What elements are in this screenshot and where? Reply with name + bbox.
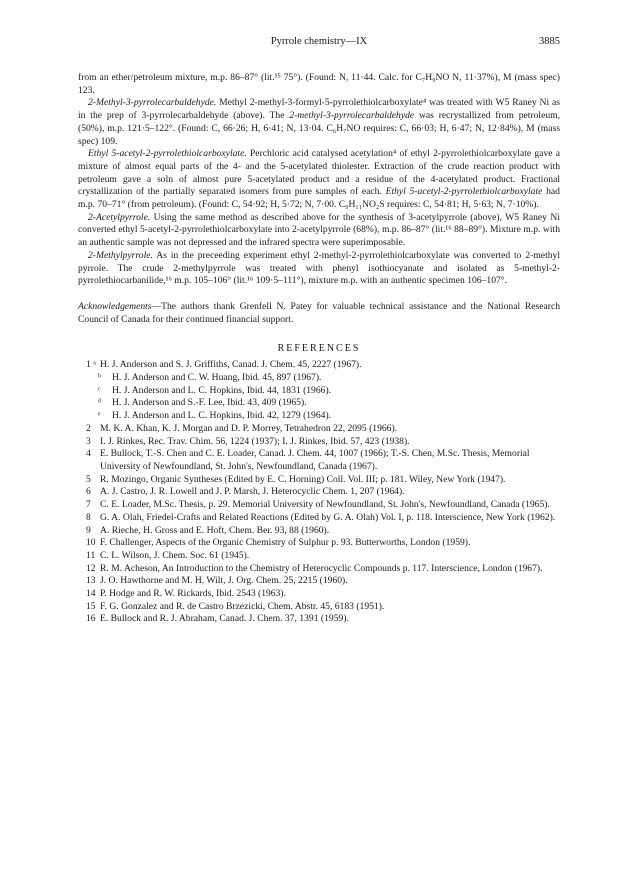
reference-number: 1 ᵃ	[86, 359, 96, 371]
reference-item	[78, 563, 560, 576]
acknowledgements-text: —The authors thank Grenfell N. Patey for valuable technical assistance and the National Research Council of Canada for their continued financial support.	[78, 300, 560, 325]
reference-text: H. J. Anderson and C. W. Huang, Ibid. 45, 897 (1967).	[112, 372, 322, 384]
reference-item	[78, 613, 560, 626]
reference-item	[78, 474, 560, 487]
reference-item	[78, 588, 560, 601]
reference-text: H. J. Anderson and S. J. Griffiths, Canad. J. Chem. 45, 2227 (1967).	[100, 359, 362, 371]
paragraph-heading: 2-Methyl-3-pyrrolecarbaldehyde.	[88, 97, 217, 109]
reference-number: 4	[86, 448, 91, 460]
reference-text: H. J. Anderson and S.-F. Lee, Ibid. 43, 409 (1965).	[112, 397, 307, 409]
reference-number: 13	[86, 575, 96, 587]
paragraph-text: had m.p. 70–71° (from petroleum). (Found: C, 54·92; H, 5·72; N, 7·00. C₉H₁₁NO₂S requires: C, 54·81; H, 5·63; N, 7·10%).	[78, 186, 560, 211]
reference-number: 14	[86, 588, 96, 600]
reference-item	[78, 410, 560, 423]
reference-number: 2	[86, 422, 91, 434]
reference-item	[78, 575, 560, 588]
reference-item	[78, 385, 560, 398]
paragraph-heading: 2-Methylpyrrole.	[88, 249, 153, 261]
reference-item	[78, 448, 560, 473]
reference-text: F. G. Gonzalez and R. de Castro Brzezicki, Chem. Abstr. 45, 6183 (1951).	[100, 600, 385, 612]
page-number: 3885	[539, 36, 560, 47]
reference-number: 7	[86, 499, 91, 511]
reference-text: F. Challenger, Aspects of the Organic Chemistry of Sulphur p. 93. Butterworths, London (1959).	[100, 537, 471, 549]
reference-item	[78, 423, 560, 436]
paragraph-acetylpyrrole	[78, 212, 560, 250]
reference-text: H. J. Anderson and L. C. Hopkins, Ibid. 42, 1279 (1964).	[112, 410, 332, 422]
reference-number: 5	[86, 473, 91, 485]
paragraph-methyl-pyrrolecarbaldehyde	[78, 97, 560, 148]
reference-number: ᵉ	[98, 410, 101, 422]
reference-text: H. J. Anderson and L. C. Hopkins, Ibid. 44, 1831 (1966).	[112, 384, 332, 396]
reference-text: A. Rieche, H. Gross and E. Hoft, Chem. Ber. 93, 88 (1960).	[100, 524, 330, 536]
paragraph-heading: 2-Acetylpyrrole.	[88, 211, 151, 223]
paragraph-ethyl-acetyl	[78, 148, 560, 212]
reference-item	[78, 486, 560, 499]
reference-item	[78, 512, 560, 525]
reference-number: 3	[86, 435, 91, 447]
references-heading: REFERENCES	[277, 343, 361, 355]
reference-text: R. Mozingo, Organic Syntheses (Edited by E. C. Horning) Coll. Vol. III; p. 181. Wiley, New York (1947).	[100, 473, 506, 485]
reference-number: 9	[86, 524, 91, 536]
paragraph-text: As in the preceeding experiment ethyl 2-methyl-2-pyrrolethiolcarboxylate was converted to 2-methyl pyrrole. The crude 2-methylpyrrole was treated with phenyl isothiocyanate and isolated as 5-methyl-2-pyrrolethiocarbanilide,¹⁶ m.p. 105–106° (lit.¹⁶ 109·5–111°), mixture m.p. with an authentic specimen 106–107°.	[78, 249, 560, 287]
article-body	[78, 72, 560, 326]
reference-number: ᶜ	[98, 384, 101, 396]
reference-number: 11	[86, 549, 96, 561]
reference-number: 16	[86, 613, 96, 625]
reference-text: R. M. Acheson, An Introduction to the Chemistry of Heterocyclic Compounds p. 117. Interscience, London (1967).	[100, 562, 543, 574]
references-list	[78, 359, 560, 626]
paragraph-text: was recrystallized from petroleum, (50%), m.p. 121·5–122°. (Found: C, 66·26; H, 6·41; N, 13·04. C₆H₇NO requires: C, 66·03; H, 6·47; N, 12·84%), M (mass spec) 109.	[78, 110, 560, 147]
acknowledgements	[78, 301, 560, 326]
paragraph-continued: from an ether/petroleum mixture, m.p. 86–87° (lit.¹⁵ 75°). (Found: N, 11·44. Calc. for C₇H₉NO N, 11·37%), M (mass spec) 123.	[78, 72, 560, 96]
reference-item	[78, 550, 560, 563]
reference-text: P. Hodge and R. W. Rickards, Ibid. 2543 (1963).	[100, 588, 286, 600]
reference-item	[78, 601, 560, 614]
reference-item	[78, 436, 560, 449]
paragraph-heading: Ethyl 5-acetyl-2-pyrrolethiolcarboxylate.	[88, 148, 247, 160]
reference-item	[78, 359, 560, 372]
paragraph-text: Methyl 2-methyl-3-formyl-5-pyrrolethiolcarboxylate⁴ was treated with W5 Raney Ni as in the prep of 3-pyrrolecarbaldehyde (above). The	[78, 97, 560, 122]
reference-item	[78, 537, 560, 550]
reference-text: J. O. Hawthorne and M. H. Wilt, J. Org. Chem. 25, 2215 (1960).	[100, 575, 348, 587]
reference-item	[78, 372, 560, 385]
reference-number: 6	[86, 486, 91, 498]
running-header	[78, 36, 560, 52]
reference-text: A. J. Castro, J. R. Lowell and J. P. Marsh, J. Heterocyclic Chem. 1, 207 (1964).	[100, 486, 405, 498]
reference-item	[78, 525, 560, 538]
paragraph-text: Perchloric acid catalysed acetylation⁴ of ethyl 2-pyrrolethiolcarboxylate gave a mixture of almost equal parts of the 4- and the 5-acetylated thiolester. Extraction of the crude reaction product with petroleum gave a soln of almost pure 5-acetylated product and a residue of the 4-acetylated product. Fractional crystallization of the partially separated isomers from pure samples of each.	[78, 148, 560, 198]
reference-text: C. L. Wilson, J. Chem. Soc. 61 (1945).	[100, 549, 250, 561]
acknowledgements-heading: Acknowledgements	[78, 300, 152, 312]
reference-number: 8	[86, 511, 91, 523]
running-title: Pyrrole chemistry—IX	[270, 36, 368, 47]
reference-text: G. A. Olah, Friedel-Crafts and Related Reactions (Edited by G. A. Olah) Vol. I, p. 118. Interscience, New York (1962).	[100, 511, 556, 523]
reference-text: M. K. A. Khan, K. J. Morgan and D. P. Morrey, Tetrahedron 22, 2095 (1966).	[100, 422, 398, 434]
reference-number: ᵇ	[98, 372, 101, 384]
compound-name: Ethyl 5-acetyl-2-pyrrolethiolcarboxylate	[385, 186, 543, 198]
reference-text: E. Bullock and R. J. Abraham, Canad. J. Chem. 37, 1391 (1959).	[100, 613, 349, 625]
reference-text: E. Bullock, T.-S. Chen and C. E. Loader, Canad. J. Chem. 44, 1007 (1966); T.-S. Chen, M.Sc. Thesis, Memorial University of Newfoundland, St. John's, Newfoundland, Canada (1967).	[100, 448, 530, 472]
reference-text: C. E. Loader, M.Sc. Thesis, p. 29. Memorial University of Newfoundland, St. John's, Newfoundland, Canada (1965).	[100, 499, 550, 511]
journal-page	[78, 36, 560, 626]
reference-item	[78, 397, 560, 410]
reference-number: 12	[86, 562, 96, 574]
reference-number: ᵈ	[98, 397, 101, 409]
paragraph-methylpyrrole	[78, 250, 560, 288]
reference-number: 15	[86, 600, 96, 612]
reference-text: I. J. Rinkes, Rec. Trav. Chim. 56, 1224 (1937); I. J. Rinkes, Ibid. 57, 423 (1938).	[100, 435, 410, 447]
reference-item	[78, 499, 560, 512]
paragraph-text: Using the same method as described above for the synthesis of 3-acetylpyrrole (above), W5 Raney Ni converted ethyl 5-acetyl-2-pyrrolethiolcarboxylate into 2-acetylpyrrole (68%), m.p. 86–87° (lit.¹⁶ 88–89°). Mixture m.p. with an authentic sample was not depressed and the infrared spectra were superimposable.	[78, 211, 560, 249]
reference-number: 10	[86, 537, 96, 549]
compound-name: 2-methyl-3-pyrrolecarbaldehyde	[289, 110, 415, 122]
